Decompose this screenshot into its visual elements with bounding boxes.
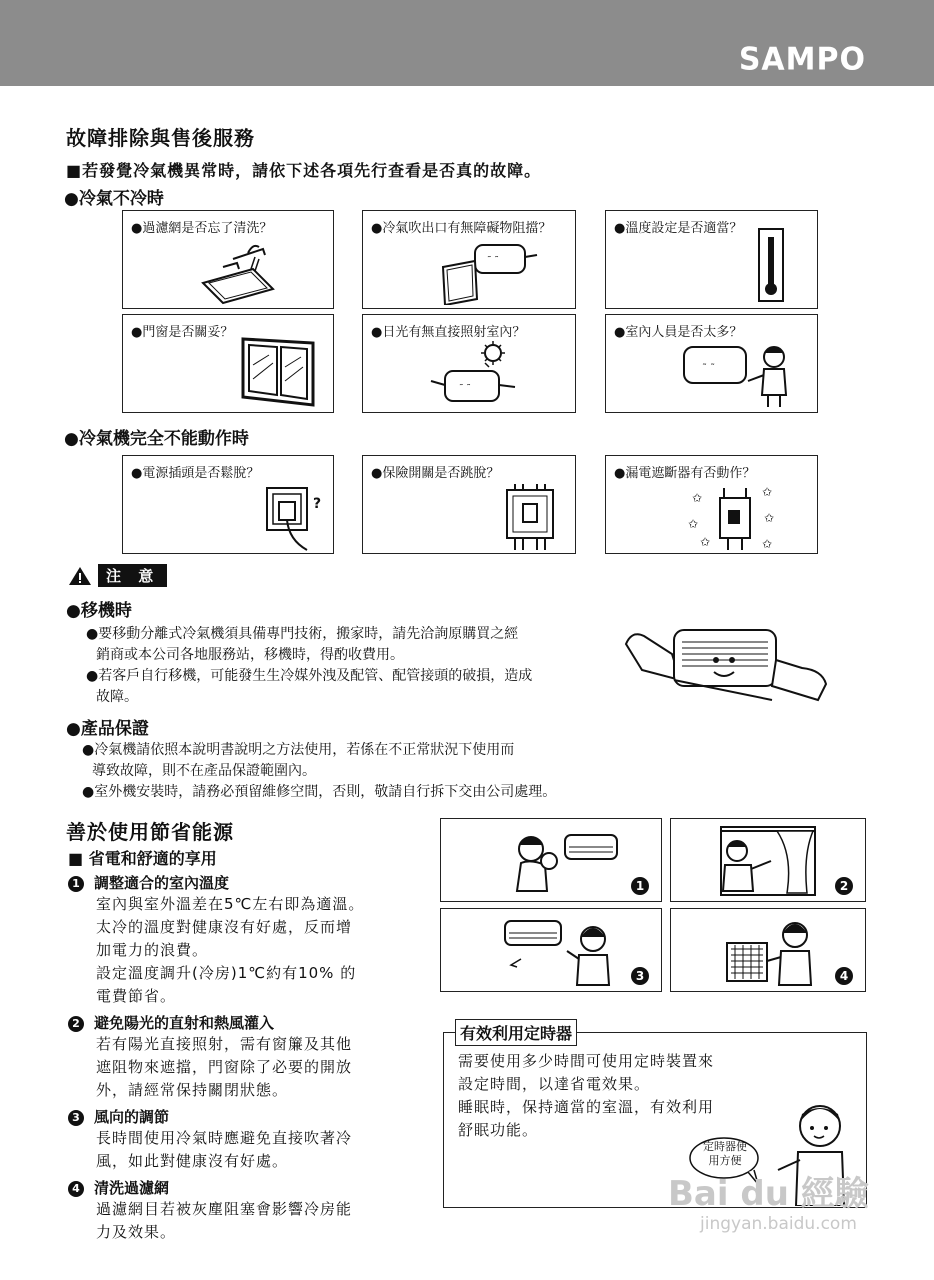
check-label: ●溫度設定是否適當？ [614,221,743,236]
panel-curtain [670,818,866,902]
breaker-icon [686,482,786,552]
timer-line: 睡眠時，保持適當的室溫，有效利用 [458,1098,715,1116]
svg-text:✩: ✩ [762,537,773,551]
check-label: ●漏電遮斷器有否動作？ [614,466,756,481]
moving-ac-illustration [622,620,832,708]
tip-title: 清洗過濾網 [94,1179,170,1197]
tip-title: 風向的調節 [94,1108,170,1126]
crowded-room-icon [678,341,798,411]
tip-line: 外，請經常保持關閉狀態。 [96,1081,289,1099]
tip-line: 設定溫度調升(冷房)1℃約有10% 的 [96,964,357,982]
check-label: ●室內人員是否太多？ [614,325,743,340]
svg-text:˜ ˜: ˜ ˜ [702,363,716,374]
tip-item [68,1106,398,1173]
svg-text:✩: ✩ [692,491,703,505]
timer-line: 需要使用多少時間可使用定時裝置來 [458,1052,715,1070]
panel-number: 3 [631,967,649,985]
text-line: ●室外機安裝時，請務必預留維修空間，否則，敬請自行拆下交由公司處理。 [82,784,557,800]
section-intro: ■若發覺冷氣機異常時，請依下述各項先行查看是否真的故障。 [66,161,542,180]
check-box-temp [605,210,818,309]
tip-item [68,1177,398,1244]
watermark-logo: Bai du 經驗 [668,1174,869,1214]
check-label: ●電源插頭是否鬆脫？ [131,466,260,481]
tip-number: 2 [68,1016,84,1032]
warranty-heading: ●產品保證 [66,719,149,739]
check-box-fuse [362,455,576,554]
watermark-url: jingyan.baidu.com [700,1214,857,1234]
check-box-breaker [605,455,818,554]
svg-text:✩: ✩ [764,511,775,525]
fuse-switch-icon [501,484,561,552]
not-cooling-heading: ●冷氣不冷時 [64,189,164,209]
section-title: 故障排除與售後服務 [66,126,255,150]
panel-airflow [440,908,662,992]
svg-text:˜ ˜: ˜ ˜ [459,384,471,394]
panel-number: 4 [835,967,853,985]
panel-number: 1 [631,877,649,895]
timer-text [458,1050,714,1142]
energy-section-title: 善於使用節省能源 [66,820,234,844]
tip-item [68,1012,398,1102]
tip-line: 力及效果。 [96,1223,177,1241]
tip-line: 室內與室外溫差在5℃左右即為適溫。 [96,895,365,913]
not-working-heading: ●冷氣機完全不能動作時 [64,429,249,449]
tip-line: 若有陽光直接照射，需有窗簾及其他 [96,1035,353,1053]
check-box-plug [122,455,334,554]
sunlight-icon [423,341,533,409]
tip-line: 電費節省。 [96,987,177,1005]
check-box-crowd [605,314,818,413]
curtain-window-illustration [717,825,821,897]
airflow-illustration [501,915,615,987]
filter-cleaning-icon [193,239,303,305]
tip-line: 長時間使用冷氣時應避免直接吹著冷 [96,1129,353,1147]
text-line: ●若客戶自行移機，可能發生生冷媒外洩及配管、配管接頭的破損，造成 [86,668,533,684]
tip-line: 太冷的溫度對健康沒有好處，反而增 [96,918,353,936]
moving-heading: ●移機時 [66,601,132,621]
brand-logo: SAMPO [738,41,866,78]
check-box-sunlight [362,314,576,413]
svg-text:✩: ✩ [762,485,773,499]
panel-temperature [440,818,662,902]
tip-number: 3 [68,1110,84,1126]
energy-tips [68,872,398,1244]
text-line: 銷商或本公司各地服務站，移機時，得酌收費用。 [96,647,404,663]
tip-title: 調整適合的室內溫度 [94,874,230,892]
check-box-filter [122,210,334,309]
check-box-outlet [362,210,576,309]
text-line: 導致故障，則不在產品保證範圍內。 [92,763,316,779]
caution-tag: 注 意 [98,564,167,587]
timer-line: 設定時間，以達省電效果。 [458,1075,651,1093]
text-line: 故障。 [96,689,138,705]
text-line: ●要移動分離式冷氣機須具備專門技術，搬家時，請先洽詢原購買之經 [86,626,519,642]
panel-filter [670,908,866,992]
timer-line: 舒眠功能。 [458,1121,539,1139]
timer-title: 有效利用定時器 [455,1019,577,1046]
check-label: ●保險開關是否跳脫？ [371,466,500,481]
caution-header [68,564,167,587]
tip-line: 遮阻物來遮擋，門窗除了必要的開放 [96,1058,353,1076]
moving-text [86,624,532,708]
check-label: ●冷氣吹出口有無障礙物阻擋？ [371,221,552,236]
check-box-window [122,314,334,413]
tip-line: 加電力的浪費。 [96,941,209,959]
power-plug-icon [263,484,325,552]
tip-line: 過濾網目若被灰塵阻塞會影響冷房能 [96,1200,353,1218]
warning-triangle-icon [68,566,92,586]
bubble-line: 用方便 [708,1154,742,1167]
svg-text:✩: ✩ [688,517,699,531]
blocked-outlet-icon [439,239,539,305]
tip-number: 4 [68,1181,84,1197]
plug-question-mark: ? [313,496,322,512]
window-icon [239,335,319,407]
energy-subtitle: ■ 省電和舒適的享用 [68,849,217,868]
warranty-text [82,740,556,803]
check-label: ●門窗是否關妥？ [131,325,234,340]
tip-line: 風，如此對健康沒有好處。 [96,1152,289,1170]
filter-cleaning-person-icon [721,915,821,987]
svg-text:˜ ˜: ˜ ˜ [487,256,499,266]
check-label: ●日光有無直接照射室內？ [371,325,526,340]
text-line: ●冷氣機請依照本說明書說明之方法使用，若係在不正常狀況下使用而 [82,742,515,758]
bubble-line: 定時器使 [703,1140,747,1153]
check-label: ●過濾網是否忘了清洗？ [131,221,273,236]
tip-item [68,872,398,1008]
family-ac-illustration [511,825,621,897]
thermometer-icon [756,227,786,303]
svg-text:✩: ✩ [700,535,711,549]
tip-number: 1 [68,876,84,892]
tip-title: 避免陽光的直射和熱風灌入 [94,1014,275,1032]
timer-speech-bubble [700,1140,750,1168]
panel-number: 2 [835,877,853,895]
